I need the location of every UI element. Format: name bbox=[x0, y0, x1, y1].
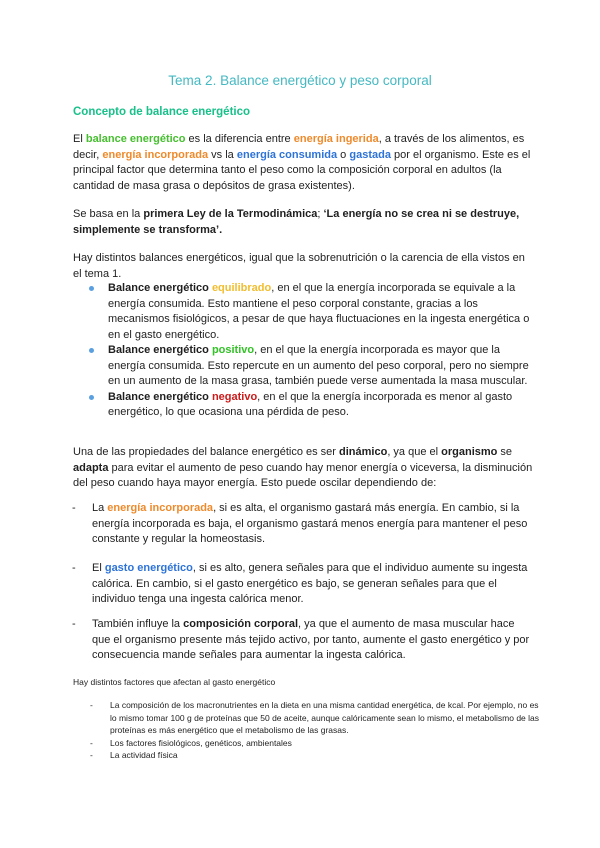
paragraph-dynamic bbox=[73, 445, 533, 492]
small-item bbox=[90, 749, 540, 762]
dash-bullet: - bbox=[72, 562, 76, 574]
bold-text: primera Ley de la Termodinámica bbox=[143, 208, 318, 220]
dash-bullet: - bbox=[90, 738, 93, 748]
bold-highlight: composición corporal bbox=[183, 618, 299, 630]
text: , ya que el aumento de masa muscular hace que el organismo presente más tejido activo, por tanto, aumente el gasto energético y por consecuencia mande señales para aumentar la ingesta calórica. bbox=[92, 618, 530, 661]
dash-bullet: - bbox=[72, 618, 76, 630]
dash-item-energia-incorporada bbox=[72, 501, 532, 548]
bullet-bold: Balance energético bbox=[108, 282, 212, 294]
highlight-balance-energetico: balance energético bbox=[85, 133, 186, 145]
text: o bbox=[337, 148, 350, 161]
dash-bullet: - bbox=[90, 700, 93, 710]
dash-bullet: - bbox=[90, 750, 93, 760]
bold-text: organismo bbox=[441, 446, 498, 458]
balance-bullet-list bbox=[108, 281, 530, 421]
highlight-energia-ingerida: energía ingerida bbox=[293, 133, 379, 145]
bullet-dot-icon bbox=[89, 395, 94, 400]
bold-text: adapta bbox=[73, 461, 109, 474]
bullet-item-equilibrado bbox=[108, 281, 530, 343]
small-item bbox=[90, 699, 540, 737]
text: por el organismo. Este es el principal factor que determina tanto el peso como la composición corporal en adultos (la cantidad de masa grasa o depósitos de grasa existentes). bbox=[73, 148, 531, 192]
section-heading: Concepto de balance energético bbox=[73, 106, 251, 118]
text: es la diferencia entre bbox=[185, 133, 294, 145]
text: , a través de los alimentos, es decir, bbox=[73, 133, 525, 161]
small-heading: Hay distintos factores que afectan al gasto energético bbox=[73, 677, 276, 687]
bullet-color-word: equilibrado bbox=[211, 282, 272, 294]
highlight-energia-incorporada: energía incorporada bbox=[102, 148, 209, 161]
bullet-item-negativo bbox=[108, 390, 530, 421]
text: También influye la bbox=[92, 618, 184, 630]
page-title: Tema 2. Balance energético y peso corporal bbox=[168, 73, 432, 88]
bold-text: dinámico bbox=[339, 446, 388, 458]
text: La composición de los macronutrientes en la dieta en una misma cantidad energética, de kcal. Por ejemplo, no es lo mismo tomar 100 g de proteínas que 50 de aceite, aunque calóricamente sean lo mismo, el metabolismo de las proteínas es más energético que el metabolismo de las grasas. bbox=[110, 700, 540, 735]
bullet-text: , en el que la energía incorporada es menor al gasto energético, lo que ocasiona una pérdida de peso. bbox=[108, 390, 513, 418]
bullet-bold: Balance energético bbox=[108, 390, 212, 403]
text: para evitar el aumento de peso cuando hay menor energía o viceversa, la disminución del peso cuando haya mayor energía. Esto puede oscilar dependiendo de: bbox=[73, 461, 533, 489]
bullet-dot-icon bbox=[89, 348, 94, 353]
bullet-bold: Balance energético bbox=[108, 344, 212, 356]
text: , ya que el bbox=[387, 446, 442, 458]
small-item bbox=[90, 737, 540, 750]
text: , si es alto, genera señales para que el individuo aumente su ingesta calórica. En cambio, si el gasto energético es bajo, se generan señales para que el individuo tenga una ingesta calórica menor. bbox=[92, 562, 528, 605]
bullet-item-positivo bbox=[108, 343, 530, 390]
text: La actividad física bbox=[110, 750, 178, 760]
bullet-text: , en el que la energía incorporada es mayor que la energía consumida. Esto repercute en un aumento del peso corporal, pero no siempre en un aumento de la masa grasa, también puede verse aumentada la masa muscular. bbox=[108, 344, 529, 387]
highlight-energia-consumida: energía consumida bbox=[236, 148, 338, 161]
text: se bbox=[497, 446, 513, 458]
text: Se basa en la bbox=[73, 208, 144, 220]
text: Una de las propiedades del balance energético es ser bbox=[73, 446, 340, 458]
highlight: gasto energético bbox=[104, 562, 193, 574]
text: ; bbox=[317, 208, 324, 220]
highlight-gastada: gastada bbox=[349, 148, 391, 161]
dash-item-gasto-energetico bbox=[72, 561, 532, 608]
text: vs la bbox=[208, 148, 237, 161]
text: La bbox=[92, 502, 108, 514]
bullet-text: , en el que la energía incorporada se equivale a la energía consumida. Esto mantiene el peso corporal constante, gracias a los mecanismos fisiológicos, a pesar de que haya fluctuaciones en la ingesta energética o en el gasto energético. bbox=[108, 282, 530, 341]
paragraph-intro-balances: Hay distintos balances energéticos, igual que la sobrenutrición o la carencia de ella vistos en el tema 1. bbox=[73, 252, 525, 280]
paragraph-definition bbox=[73, 132, 533, 194]
dash-bullet: - bbox=[72, 502, 76, 514]
text: , si es alta, el organismo gastará más energía. En cambio, si la energía incorporada es baja, el organismo gastará menos energía para mantener el peso constante y regular la homeostasis. bbox=[92, 502, 528, 545]
bullet-color-word: negativo bbox=[211, 390, 258, 403]
text: El bbox=[92, 562, 105, 574]
bullet-color-word: positivo bbox=[211, 344, 255, 356]
bullet-dot-icon bbox=[89, 286, 94, 291]
highlight: energía incorporada bbox=[107, 502, 214, 514]
text: Los factores fisiológicos, genéticos, ambientales bbox=[110, 738, 292, 748]
paragraph-thermodynamics bbox=[73, 207, 533, 238]
dash-item-composicion-corporal bbox=[72, 617, 532, 664]
text: El bbox=[73, 133, 86, 145]
bold-quote: ‘La energía no se crea ni se destruye, simplemente se transforma’. bbox=[73, 208, 520, 236]
